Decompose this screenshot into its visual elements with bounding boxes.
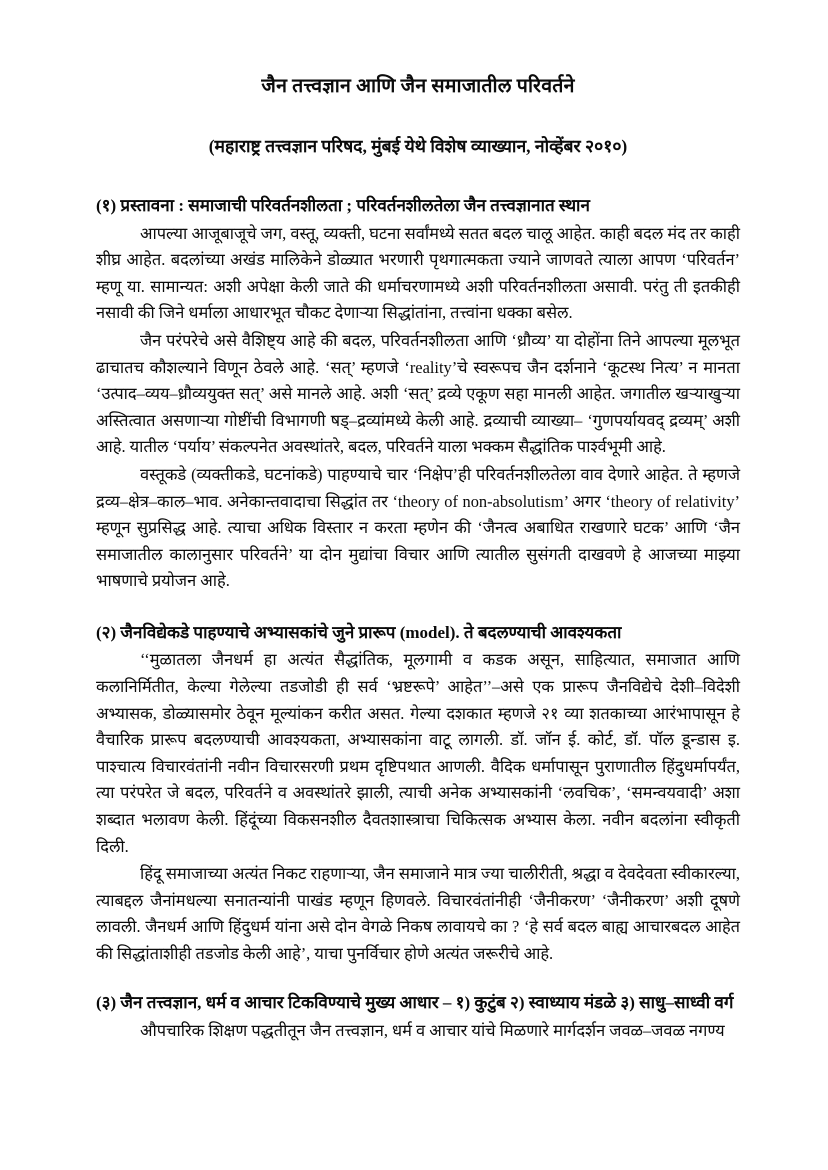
spacer	[96, 158, 740, 168]
section-3-heading: (३) जैन तत्त्वज्ञान, धर्म व आचार टिकविण्याचे मुख्य आधार – १) कुटुंब २) स्वाध्याय मंडळे ३) साधु–साध्वी वर्ग	[96, 993, 734, 1013]
section-1	[96, 194, 740, 595]
section-2-paragraph-2: हिंदू समाजाच्या अत्यंत निकट राहणाऱ्या, जैन समाजाने मात्र ज्या चालीरीती, श्रद्धा व देवदेवता स्वीकारल्या, त्याबद्दल जैनांमधल्या सनातन्यांनी पाखंड म्हणून हिणवले. विचारवंतांनीही ‘जैनीकरण’ ‘जैनीकरण’ अशी दूषणे लावली. जैनधर्म आणि हिंदुधर्म यांना असे दोन वेगळे निकष लावायचे का ? ‘हे सर्व बदल बाह्य आचारबदल आहेत की सिद्धांताशीही तडजोड केली आहे’, याचा पुनर्विचार होणे अत्यंत जरूरीचे आहे.	[96, 864, 740, 963]
page-title: जैन तत्त्वज्ञान आणि जैन समाजातील परिवर्तने	[261, 76, 575, 97]
section-3	[96, 991, 740, 1044]
section-2-heading: (२) जैनविद्येकडे पाहण्याचे अभ्यासकांचे जुने प्रारूप (model). ते बदलण्याची आवश्यकता	[96, 622, 622, 642]
section-2	[96, 621, 740, 968]
document-subtitle: (महाराष्ट्र तत्त्वज्ञान परिषद, मुंबई येथे विशेष व्याख्यान, नोव्हेंबर २०१०)	[208, 136, 628, 157]
section-3-paragraph-1: औपचारिक शिक्षण पद्धतीतून जैन तत्त्वज्ञान, धर्म व आचार यांचे मिळणारे मार्गदर्शन जवळ–जवळ नगण्य	[140, 1021, 725, 1041]
section-1-paragraph-2: जैन परंपरेचे असे वैशिष्ट्य आहे की बदल, परिवर्तनशीलता आणि ‘ध्रौव्य’ या दोहोंना तिने आपल्या मूलभूत ढाचातच कौशल्याने विणून ठेवले आहे. ‘सत्’ म्हणजे ‘reality’चे स्वरूपच जैन दर्शनाने ‘कूटस्थ नित्य’ न मानता ‘उत्पाद–व्यय–ध्रौव्ययुक्त सत्’ असे मानले आहे. अशी ‘सत्’ द्रव्ये एकूण सहा मानली आहेत. जगातील खऱ्याखुऱ्या अस्तित्वात असणाऱ्या गोष्टींची विभागणी षड्–द्रव्यांमध्ये केली आहे. द्रव्याची व्याख्या– ‘गुणपर्यायवद् द्रव्यम्’ अशी आहे. यातील ‘पर्याय’ संकल्पनेत अवस्थांतरे, बदल, परिवर्तने याला भक्कम सैद्धांतिक पार्श्वभूमी आहे.	[96, 331, 740, 457]
section-1-paragraph-1: आपल्या आजूबाजूचे जग, वस्तू, व्यक्ती, घटना सर्वांमध्ये सतत बदल चालू आहेत. काही बदल मंद तर काही शीघ्र आहेत. बदलांच्या अखंड मालिकेने डोळ्यात भरणारी पृथगात्मकता ज्याने जाणवते त्याला आपण ‘परिवर्तन’ म्हणू या. सामान्यत: अशी अपेक्षा केली जाते की धर्माचरणामध्ये अशी परिवर्तनशीलता असावी. परंतु ती इतकीही नसावी की जिने धर्माला आधारभूत चौकट देणाऱ्या सिद्धांतांना, तत्त्वांना धक्का बसेल.	[96, 223, 740, 323]
section-1-heading: (१) प्रस्तावना : समाजाची परिवर्तनशीलता ; परिवर्तनशीलतेला जैन तत्त्वज्ञानात स्थान	[96, 196, 590, 216]
section-2-paragraph-1: ‘‘मुळातला जैनधर्म हा अत्यंत सैद्धांतिक, मूलगामी व कडक असून, साहित्यात, समाजात आणि कलानिर्मितीत, केल्या गेलेल्या तडजोडी ही सर्व ‘भ्रष्टरूपे’ आहेत’’–असे एक प्रारूप जैनविद्येचे देशी–विदेशी अभ्यासक, डोळ्यासमोर ठेवून मूल्यांकन करीत असत. गेल्या दशकात म्हणजे २१ व्या शतकाच्या आरंभापासून हे वैचारिक प्रारूप बदलण्याची आवश्यकता, अभ्यासकांना वाटू लागली. डॉ. जॉन ई. कोर्ट, डॉ. पॉल डून्डास इ. पाश्चात्य विचारवंतांनी नवीन विचारसरणी प्रथम दृष्टिपथात आणली. वैदिक धर्मापासून पुराणातील हिंदुधर्मापर्यंत, त्या परंपरेत जे बदल, परिवर्तने व अवस्थांतरे झाली, त्याची अनेक अभ्यासकांनी ‘लवचिक’, ‘समन्वयवादी’ अशा शब्दात भलावण केली. हिंदूंच्या विकसनशील दैवतशास्त्राचा चिकित्सक अभ्यास केला. नवीन बदलांना स्वीकृती दिली.	[96, 650, 740, 856]
section-1-paragraph-3: वस्तूकडे (व्यक्तीकडे, घटनांकडे) पाहण्याचे चार ‘निक्षेप’ही परिवर्तनशीलतेला वाव देणारे आहेत. ते म्हणजे द्रव्य–क्षेत्र–काल–भाव. अनेकान्तवादाचा सिद्धांत तर ‘theory of non-absolutism’ अगर ‘theory of relativity’ म्हणून सुप्रसिद्ध आहे. त्याचा अधिक विस्तार न करता म्हणेन की ‘जैनत्व अबाधित राखणारे घटक’ आणि ‘जैन समाजातील कालानुसार परिवर्तने’ या दोन मुद्यांचा विचार आणि त्यातील सुसंगती दाखवणे हे आजच्या माझ्या भाषणाचे प्रयोजन आहे.	[96, 464, 740, 591]
